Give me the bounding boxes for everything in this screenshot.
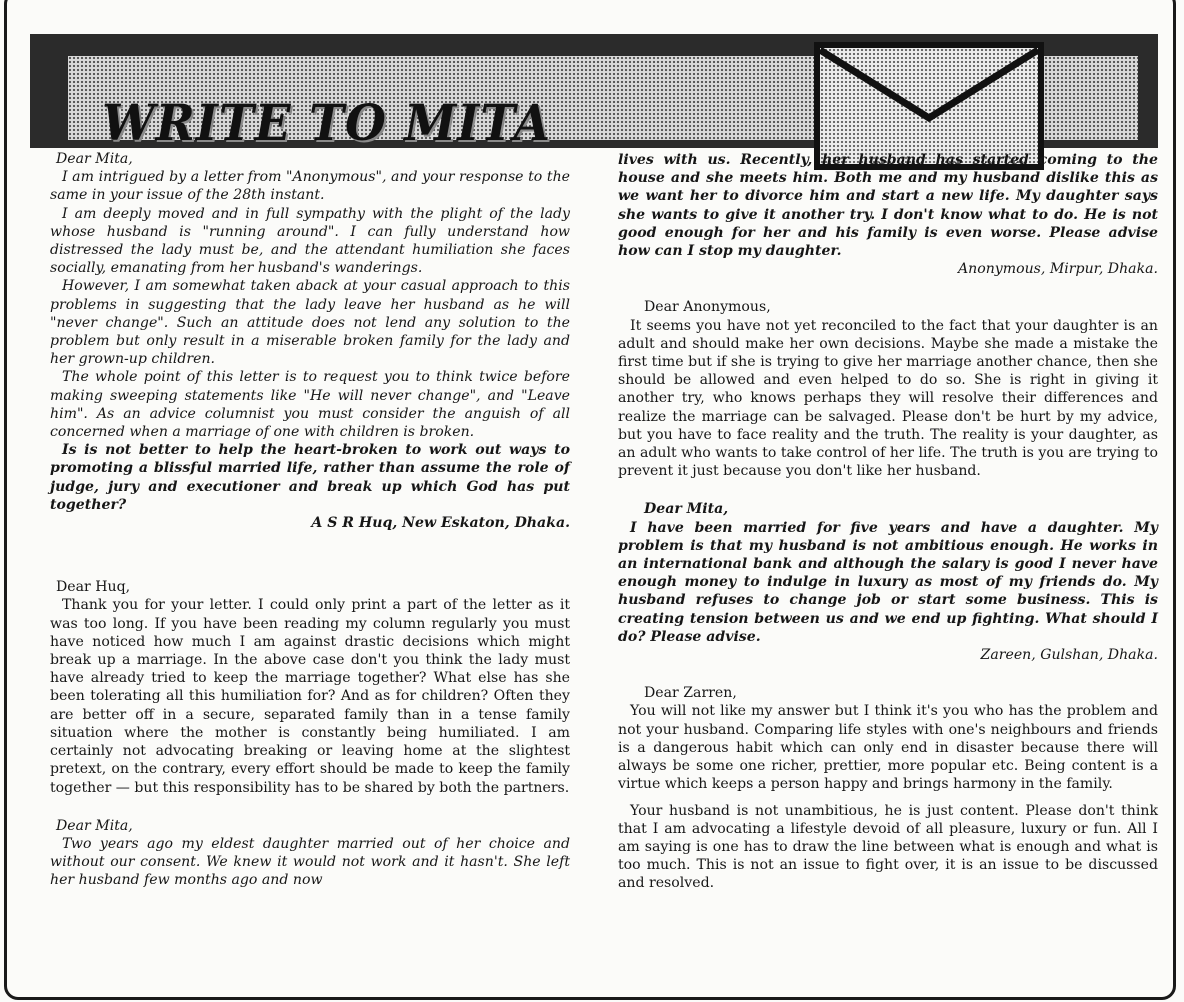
- letter-1-paragraph: I am intrigued by a letter from "Anonymous", and your response to the same in your issue of the 28th instant.: [50, 169, 570, 204]
- right-column: [618, 151, 1158, 893]
- letter-3-signature: Zareen, Gulshan, Dhaka.: [980, 647, 1158, 664]
- letter-3-paragraph: I have been married for five years and have a daughter. My problem is that my husband is not ambitious enough. He works in an international bank and although the salary is good I never have enough money to indulge in luxury as most of my friends do. My husband refuses to change job or start some business. This is creating tension between us and we end up fighting. What should I do? Please advise.: [618, 519, 1158, 645]
- reply-3-paragraph: Your husband is not unambitious, he is just content. Please don't think that I am advocating a lifestyle devoid of all pleasure, luxury or fun. All I am saying is one has to draw the line between what is enough and what is too much. This is not an issue to fight over, it is an issue to be discussed and resolved.: [618, 802, 1158, 892]
- letter-2-continued: lives with us. Recently, her husband has started coming to the house and she meets him. Both me and my husband dislike this as we want her to divorce him and start a new life. My daughter says she wants to give it another try. I don't know what to do. He is not good enough for her and his family is even worse. Please advise how can I stop my daughter.: [618, 152, 1158, 260]
- letter-1-paragraph: However, I am somewhat taken aback at your casual approach to this problems in suggesting that the lady leave her husband as he will "never change". Such an attitude does not lend any solution to the problem but only result in a miserable broken family for the lady and her grown-up children.: [50, 278, 570, 368]
- reply-1-salutation: Dear Huq,: [56, 579, 131, 596]
- column-title: WRITE TO MITA: [102, 94, 552, 153]
- column-banner: [30, 34, 1158, 153]
- letter-1-paragraph: I am deeply moved and in full sympathy with the plight of the lady whose husband is "running around". I can fully understand how distressed the lady must be, and the attendant humiliation she faces socially, emanating from her husband's wanderings.: [50, 205, 570, 277]
- letter-1-paragraph: The whole point of this letter is to request you to think twice before making sweeping statements like "He will never change", and "Leave him". As an advice columnist you must consider the anguish of all concerned when a marriage of one with children is broken.: [50, 369, 570, 441]
- reply-3-salutation: Dear Zarren,: [644, 685, 737, 702]
- letter-3-salutation: Dear Mita,: [644, 501, 729, 518]
- letter-2-signature: Anonymous, Mirpur, Dhaka.: [957, 261, 1158, 278]
- reply-2-salutation: Dear Anonymous,: [644, 299, 771, 316]
- left-column: [50, 150, 570, 890]
- letter-2-paragraph: Two years ago my eldest daughter married out of her choice and without our consent. We knew it would not work and it hasn't. She left her husband few months ago and now: [50, 835, 570, 889]
- letter-2-salutation: Dear Mita,: [56, 817, 133, 834]
- reply-1-paragraph: Thank you for your letter. I could only print a part of the letter as it was too long. If you have been reading my column regularly you must have noticed how much I am against drastic decisions which might break up a marriage. In the above case don't you think the lady must have already tried to keep the marriage together? What else has she been tolerating all this humiliation for? And as for children? Often they are better off in a secure, separated family than in a tense family situation where the mother is constantly being humiliated. I am certainly not advocating breaking or leaving home at the slightest pretext, on the contrary, every effort should be made to keep the family together — but this responsibility has to be shared by both the partners.: [50, 597, 570, 796]
- letter-1-paragraph: Is is not better to help the heart-broken to work out ways to promoting a blissful married life, rather than assume the role of judge, jury and executioner and break up which God has put together?: [50, 442, 570, 513]
- reply-2-paragraph: It seems you have not yet reconciled to the fact that your daughter is an adult and should make her own decisions. Maybe she made a mistake the first time but if she is trying to give her marriage another chance, then she should be allowed and even helped to do so. She is right in giving it another try, who knows perhaps they will resolve their differences and realize the marriage can be salvaged. Please don't be hurt by my advice, but you have to face reality and the truth. The reality is your daughter, as an adult who wants to take control of her life. The truth is you are trying to prevent it just because you don't like her husband.: [618, 317, 1158, 480]
- letter-1-salutation: Dear Mita,: [56, 151, 133, 167]
- reply-3-paragraph: You will not like my answer but I think it's you who has the problem and not your husband. Comparing life styles with one's neighbours and friends is a dangerous habit which can only end in disaster because there will always be some one richer, prettier, more popular etc. Being content is a virtue which keeps a person happy and brings harmony in the family.: [618, 703, 1158, 793]
- letter-1-signature: A S R Huq, New Eskaton, Dhaka.: [311, 515, 570, 532]
